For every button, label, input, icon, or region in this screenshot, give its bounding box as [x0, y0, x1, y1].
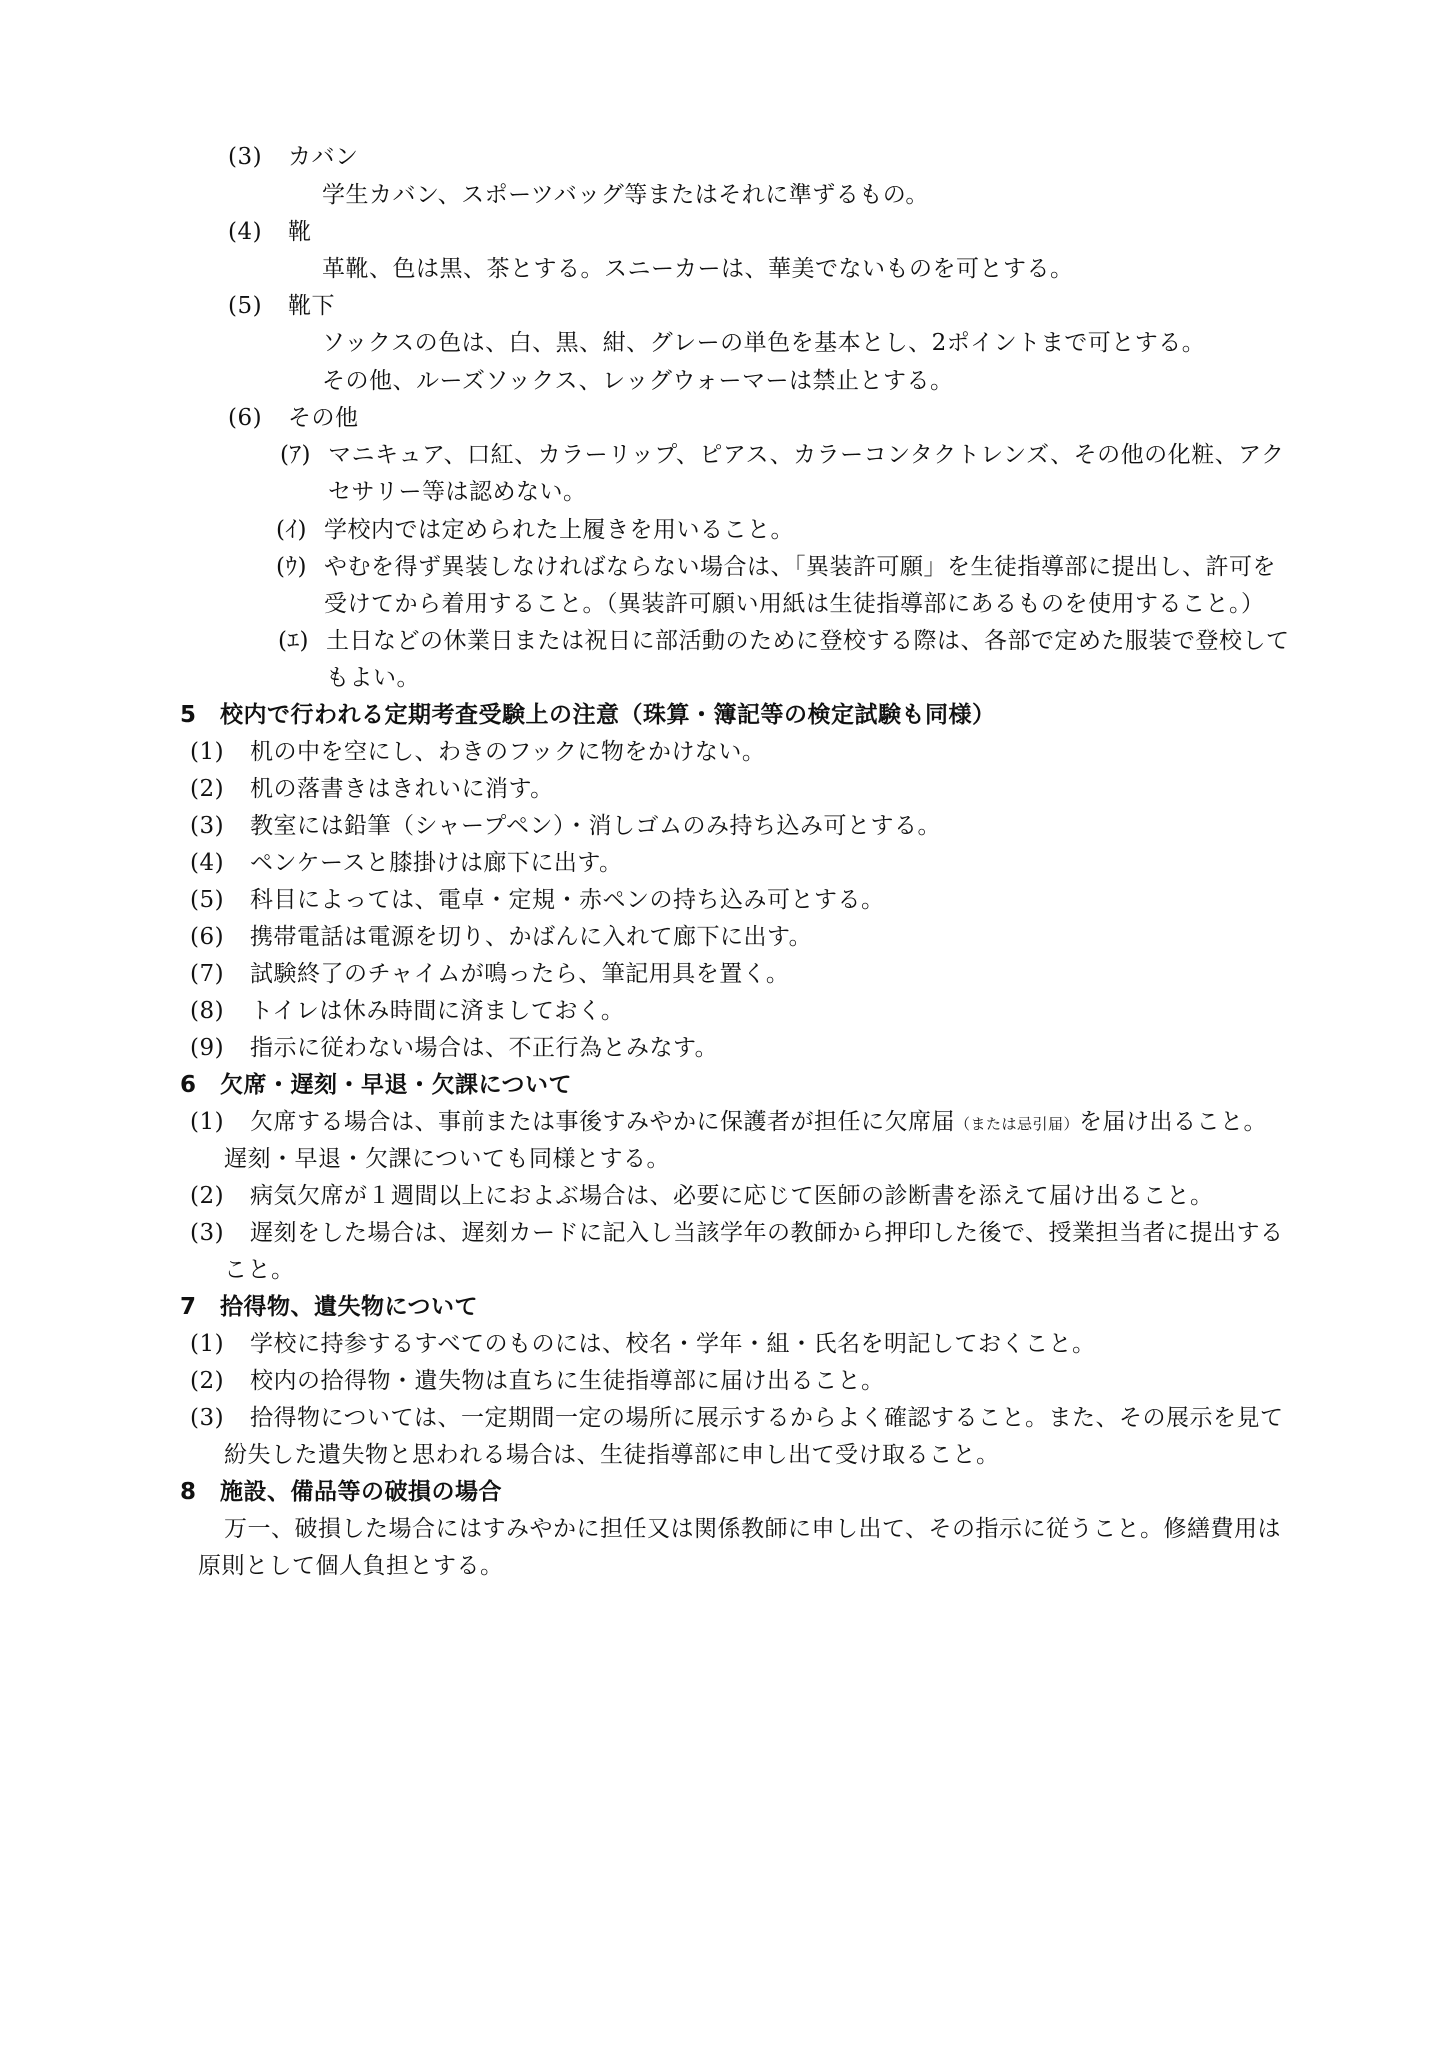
- item-text: 試験終了のチャイムが鳴ったら、筆記用具を置く。: [250, 961, 790, 987]
- item-number: (3): [190, 1405, 225, 1431]
- item-shoes-heading: [228, 217, 312, 247]
- item-number: (6): [190, 924, 225, 950]
- subitem-text: 学校内では定められた上履きを用いること。: [324, 517, 794, 543]
- item-note: （または忌引届）: [955, 1115, 1080, 1133]
- s6-item-2: [190, 1181, 1214, 1211]
- section-6-heading: 6 欠席・遅刻・早退・欠課について: [180, 1072, 573, 1098]
- s5-item-5: [190, 885, 885, 915]
- s5-item-4: [190, 848, 623, 878]
- item-number: (5): [228, 293, 263, 319]
- subitem-e-line-1: [278, 626, 1290, 656]
- item-text: トイレは休み時間に済ましておく。: [250, 998, 625, 1024]
- item-number: (7): [190, 961, 225, 987]
- subitem-a-line-1: [280, 440, 1285, 470]
- item-text: 机の落書きはきれいに消す。: [250, 776, 554, 802]
- s8-body-line-1: 万一、破損した場合にはすみやかに担任又は関係教師に申し出て、その指示に従うこと。修繕費用は: [224, 1516, 1282, 1542]
- item-title: 靴: [288, 219, 312, 245]
- item-title: 靴下: [288, 293, 335, 319]
- s6-item-1-line-2: 遅刻・早退・欠課についても同様とする。: [224, 1146, 671, 1172]
- subitem-text: マニキュア、口紅、カラーリップ、ピアス、カラーコンタクトレンズ、その他の化粧、アク: [328, 442, 1285, 468]
- item-title: カバン: [288, 144, 359, 170]
- item-text: 欠席する場合は、事前または事後すみやかに保護者が担任に欠席届: [250, 1109, 955, 1135]
- section-7-heading: 7 拾得物、遺失物について: [180, 1294, 479, 1320]
- item-bag-body: 学生カバン、スポーツバッグ等またはそれに準ずるもの。: [322, 182, 929, 208]
- item-text: 学校に持参するすべてのものには、校名・学年・組・氏名を明記しておくこと。: [250, 1331, 1096, 1357]
- item-socks-body-1: ソックスの色は、白、黒、紺、グレーの単色を基本とし、2ポイントまで可とする。: [322, 330, 1206, 356]
- subitem-number: (ｱ): [280, 442, 311, 468]
- item-text: 科目によっては、電卓・定規・赤ペンの持ち込み可とする。: [250, 887, 885, 913]
- item-number: (9): [190, 1035, 225, 1061]
- item-socks-body-2: その他、ルーズソックス、レッグウォーマーは禁止とする。: [322, 368, 954, 394]
- s6-item-3-line-1: [190, 1218, 1284, 1248]
- item-bag-heading: [228, 142, 359, 172]
- subitem-number: (ｴ): [278, 628, 309, 654]
- subitem-u-line-1: [276, 552, 1276, 582]
- subitem-e-line-2: もよい。: [326, 665, 420, 691]
- item-text-end: を届け出ること。: [1079, 1109, 1268, 1135]
- item-number: (3): [190, 1220, 225, 1246]
- s5-item-2: [190, 774, 554, 804]
- item-number: (8): [190, 998, 225, 1024]
- item-number: (2): [190, 776, 225, 802]
- s5-item-3: [190, 811, 941, 841]
- item-title: その他: [288, 405, 359, 431]
- item-socks-heading: [228, 291, 335, 321]
- s7-item-1: [190, 1329, 1096, 1359]
- item-number: (6): [228, 405, 263, 431]
- item-text: ペンケースと膝掛けは廊下に出す。: [250, 850, 623, 876]
- subitem-text: やむを得ず異装しなければならない場合は、「異装許可願」を生徒指導部に提出し、許可を: [324, 554, 1276, 580]
- item-number: (3): [190, 813, 225, 839]
- item-number: (1): [190, 1331, 225, 1357]
- item-number: (2): [190, 1368, 225, 1394]
- subitem-number: (ｲ): [276, 517, 307, 543]
- s6-item-3-line-2: こと。: [224, 1257, 295, 1283]
- item-text: 拾得物については、一定期間一定の場所に展示するからよく確認すること。また、その展示を見て: [250, 1405, 1284, 1431]
- s7-item-3-line-1: [190, 1403, 1284, 1433]
- s5-item-1: [190, 737, 765, 767]
- subitem-text: 土日などの休業日または祝日に部活動のために登校する際は、各部で定めた服装で登校して: [326, 628, 1290, 654]
- subitem-a-line-2: セサリー等は認めない。: [328, 479, 587, 505]
- item-shoes-body: 革靴、色は黒、茶とする。スニーカーは、華美でないものを可とする。: [322, 256, 1074, 282]
- subitem-u-line-2: 受けてから着用すること。（異装許可願い用紙は生徒指導部にあるものを使用すること。）: [324, 591, 1265, 617]
- s5-item-6: [190, 922, 812, 952]
- s5-item-9: [190, 1033, 718, 1063]
- item-number: (3): [228, 144, 263, 170]
- subitem-i-line-1: [276, 515, 794, 545]
- s8-body-line-2: 原則として個人負担とする。: [198, 1553, 504, 1579]
- s7-item-3-line-2: 紛失した遺失物と思われる場合は、生徒指導部に申し出て受け取ること。: [224, 1442, 1000, 1468]
- s6-item-1-line-1: [190, 1107, 1267, 1139]
- item-number: (2): [190, 1183, 225, 1209]
- subitem-number: (ｳ): [276, 554, 307, 580]
- item-text: 教室には鉛筆（シャープペン）・消しゴムのみ持ち込み可とする。: [250, 813, 941, 839]
- s7-item-2: [190, 1366, 885, 1396]
- section-5-heading: 5 校内で行われる定期考査受験上の注意（珠算・簿記等の検定試験も同様）: [180, 702, 996, 728]
- item-text: 病気欠席が１週間以上におよぶ場合は、必要に応じて医師の診断書を添えて届け出ること。: [250, 1183, 1214, 1209]
- item-text: 指示に従わない場合は、不正行為とみなす。: [250, 1035, 719, 1061]
- item-number: (4): [228, 219, 263, 245]
- item-number: (5): [190, 887, 225, 913]
- item-number: (1): [190, 739, 225, 765]
- s5-item-8: [190, 996, 624, 1026]
- item-text: 机の中を空にし、わきのフックに物をかけない。: [250, 739, 766, 765]
- item-text: 校内の拾得物・遺失物は直ちに生徒指導部に届け出ること。: [250, 1368, 885, 1394]
- item-text: 遅刻をした場合は、遅刻カードに記入し当該学年の教師から押印した後で、授業担当者に提出する: [250, 1220, 1284, 1246]
- item-number: (1): [190, 1109, 225, 1135]
- item-text: 携帯電話は電源を切り、かばんに入れて廊下に出す。: [250, 924, 813, 950]
- item-other-heading: [228, 403, 359, 433]
- section-8-heading: 8 施設、備品等の破損の場合: [180, 1479, 503, 1505]
- s5-item-7: [190, 959, 789, 989]
- item-number: (4): [190, 850, 225, 876]
